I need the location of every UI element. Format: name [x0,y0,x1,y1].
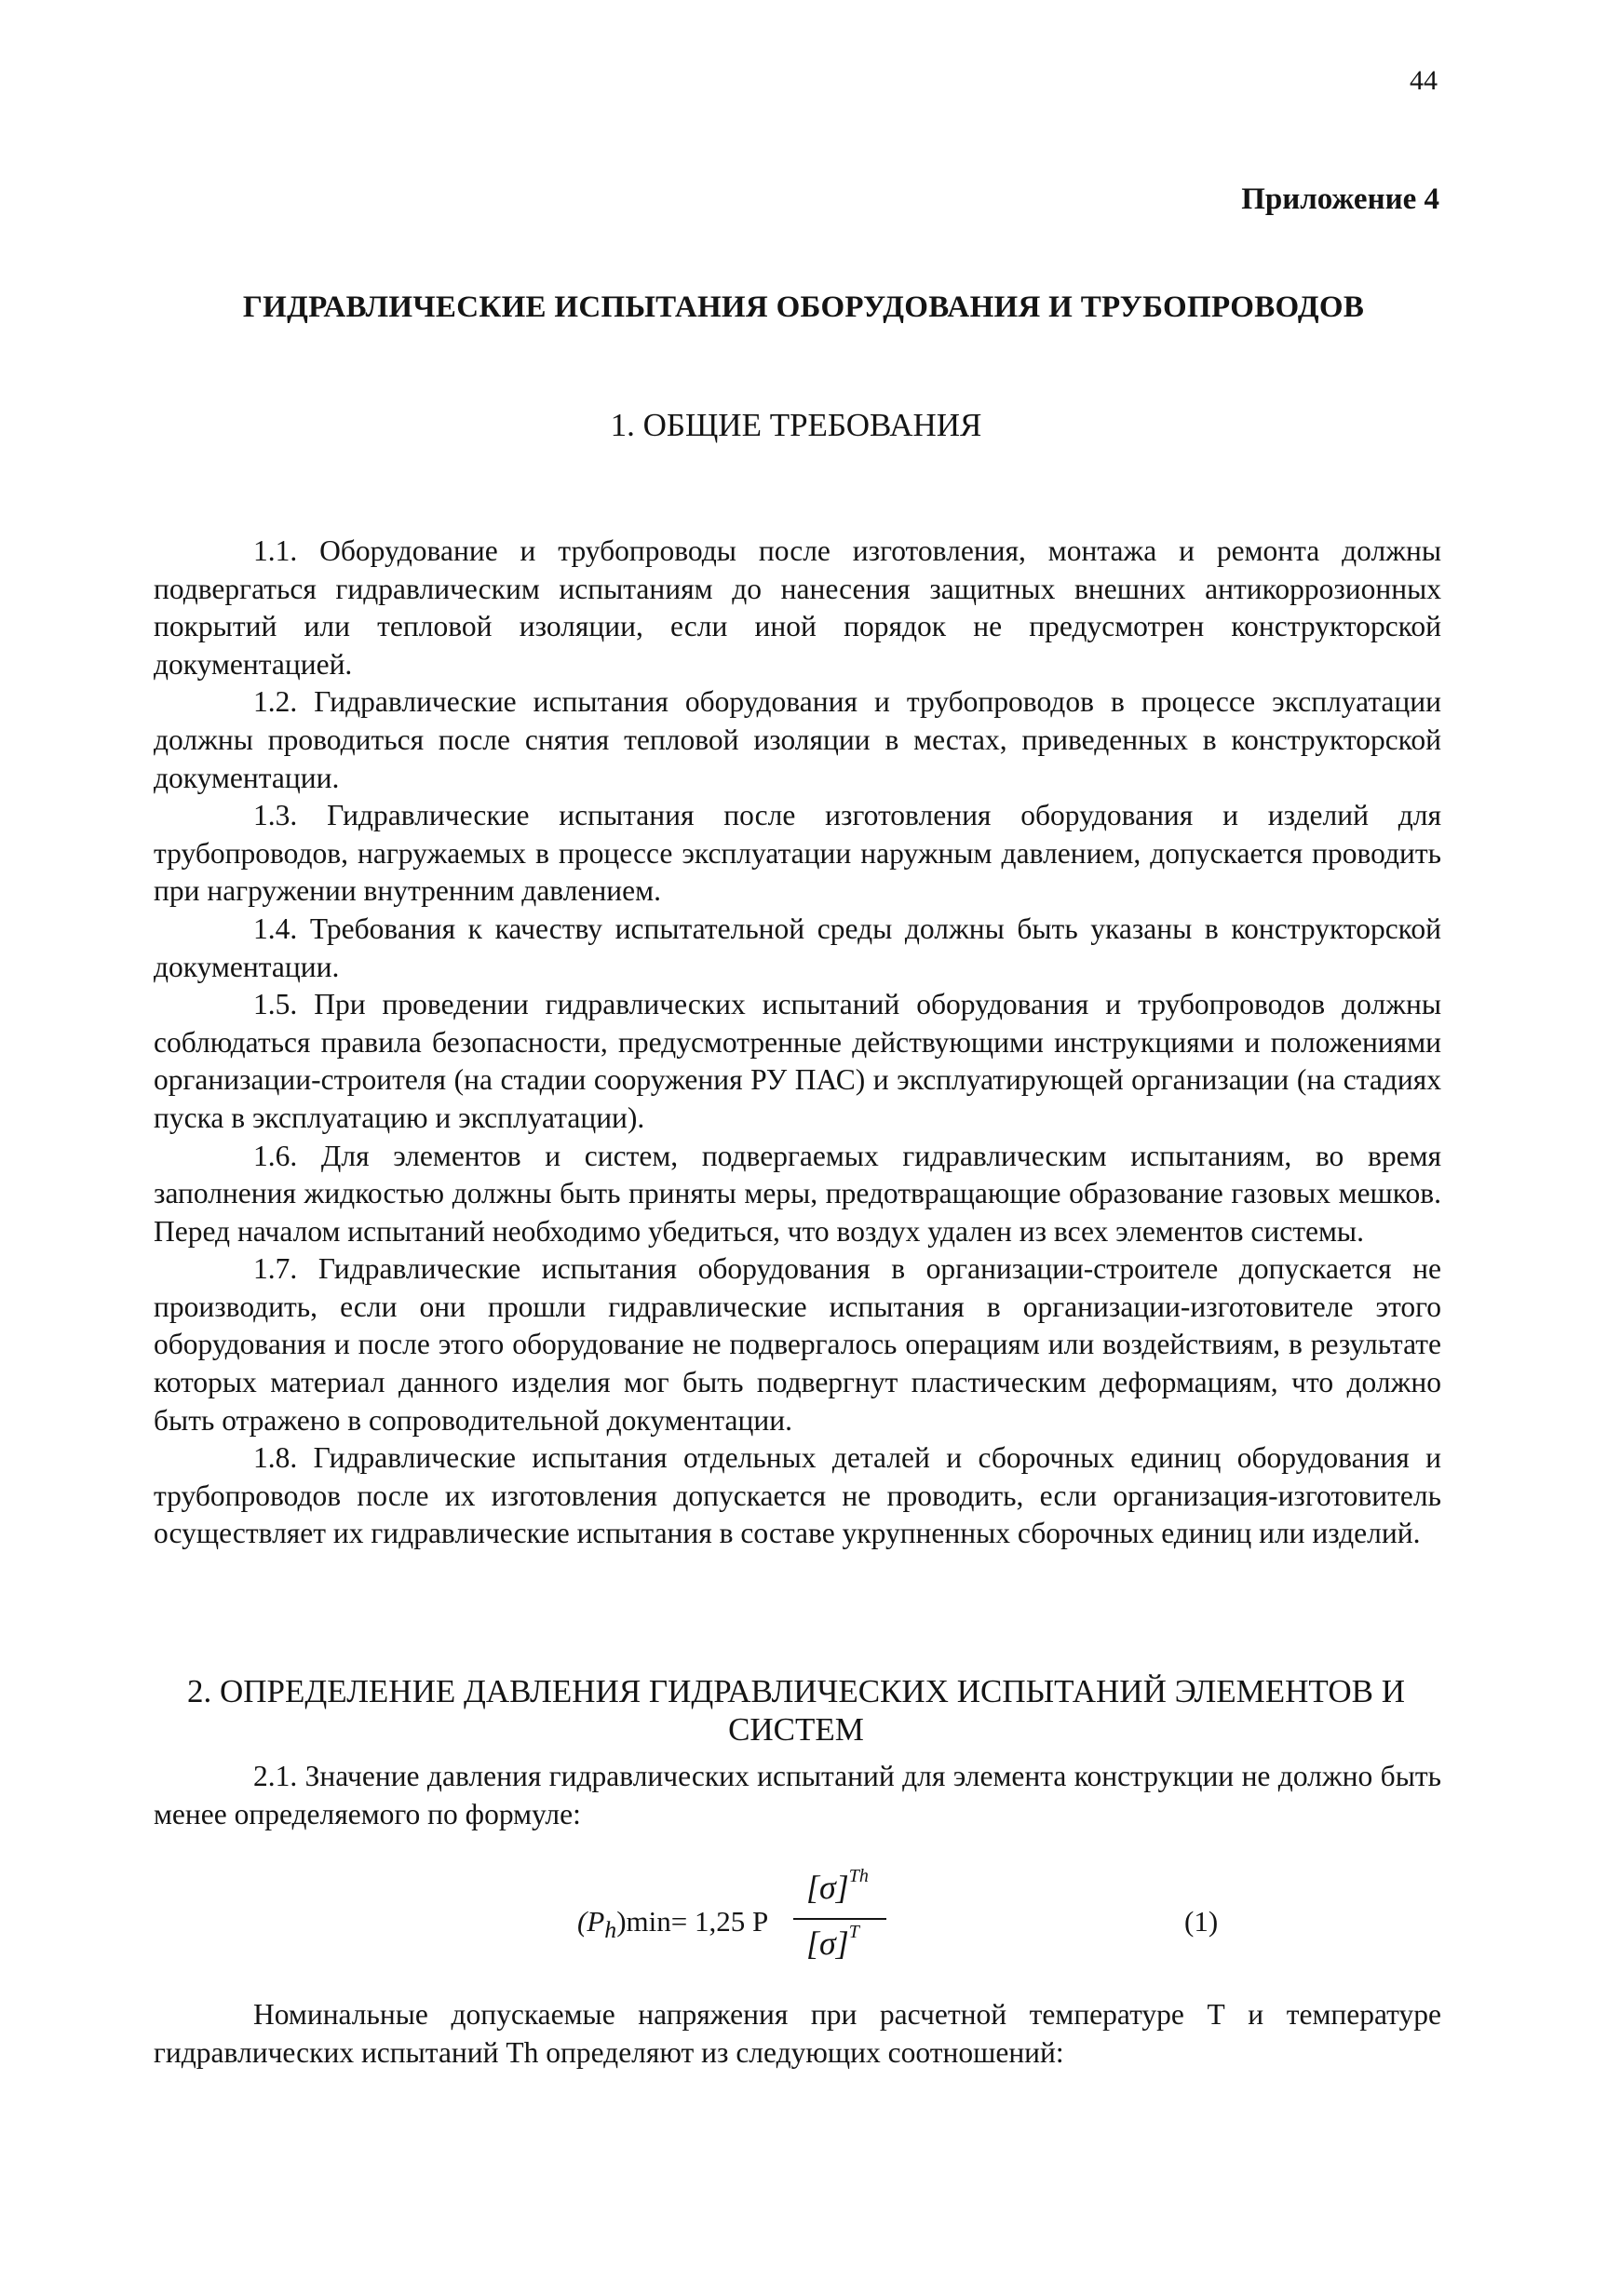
fraction-bar [793,1918,886,1920]
numerator-superscript: Th [848,1866,869,1886]
formula-lhs [577,1905,768,1944]
denominator-sigma: [σ] [806,1925,849,1962]
formula-lhs-rest: )min= 1,25 P [616,1905,769,1938]
formula-lhs-sub: h [604,1916,617,1944]
paragraph-1-3: 1.3. Гидравлические испытания после изготовления оборудования и изделий для трубопроводов, нагружаемых в процессе эксплуатации наружным давлением, допускается проводить при нагружении внутренним давлением. [154,799,1441,908]
paragraph-1-8: 1.8. Гидравлические испытания отдельных деталей и сборочных единиц оборудования и трубопроводов после их изготовления допускается не проводить, если организация-изготовитель осуществляет их гидравлические испытания в составе укрупненных сборочных единиц или изделий. [154,1441,1441,1550]
paragraph-2-1: 2.1. Значение давления гидравлических испытаний для элемента конструкции не должно быть менее определяемого по формуле: [154,1760,1441,1830]
numerator-sigma: [σ] [806,1869,849,1906]
paragraph-1-5: 1.5. При проведении гидравлических испытаний оборудования и трубопроводов должны соблюдаться правила безопасности, предусмотренные действующими инструкциями и положениями организации-строителя (на стадии сооружения РУ ПАС) и эксплуатирующей организации (на стадиях пуска в эксплуатацию и эксплуатации). [154,988,1441,1134]
appendix-label: Приложение 4 [1241,182,1439,216]
document-title: ГИДРАВЛИЧЕСКИЕ ИСПЫТАНИЯ ОБОРУДОВАНИЯ И ТРУБОПРОВОДОВ [242,290,1365,324]
section-2-continuation [154,1996,1441,2072]
paragraph-1-4: 1.4. Требования к качеству испытательной среды должны быть указаны в конструкторской документации. [154,912,1441,983]
formula-numerator [806,1866,869,1907]
formula-denominator [806,1922,859,1963]
paragraph-1-7: 1.7. Гидравлические испытания оборудования в организации-строителе допускается не производить, если они прошли гидравлические испытания в организации-изготовителе этого оборудования и после этого оборудование не подвергалось операциям или воздействиям, в результате которых материал данного изделия мог быть подвергнут пластическим деформациям, что должно быть отражено в сопроводительной документации. [154,1252,1441,1437]
paragraph-1-1: 1.1. Оборудование и трубопроводы после изготовления, монтажа и ремонта должны подвергаться гидравлическим испытаниям до нанесения защитных внешних антикоррозионных покрытий или тепловой изоляции, если иной порядок не предусмотрен конструкторской документацией. [154,534,1441,681]
section-1-body [154,533,1441,1553]
paragraph-1-2: 1.2. Гидравлические испытания оборудования и трубопроводов в процессе эксплуатации должны проводиться после снятия тепловой изоляции в местах, приведенных в конструкторской документации. [154,685,1441,794]
paragraph-1-6: 1.6. Для элементов и систем, подвергаемых гидравлическим испытаниям, во время заполнения жидкостью должны быть приняты меры, предотвращающие образование газовых мешков. Перед началом испытаний необходимо убедиться, что воздух удален из всех элементов системы. [154,1139,1441,1248]
denominator-superscript: T [848,1922,859,1942]
section-2-heading: 2. ОПРЕДЕЛЕНИЕ ДАВЛЕНИЯ ГИДРАВЛИЧЕСКИХ ИСПЫТАНИЙ ЭЛЕМЕНТОВ И СИСТЕМ [187,1673,1405,1748]
paragraph-nominal-stresses: Номинальные допускаемые напряжения при расчетной температуре Т и температуре гидравлических испытаний Тh определяют из следующих соотношений: [154,1998,1441,2069]
equation-number: (1) [1184,1905,1219,1938]
formula-lhs-var: (P [577,1905,605,1938]
section-2-intro [154,1758,1441,1833]
page-number: 44 [1410,65,1438,96]
section-1-heading: 1. ОБЩИЕ ТРЕБОВАНИЯ [610,407,982,443]
formula-1 [0,1864,1607,1976]
